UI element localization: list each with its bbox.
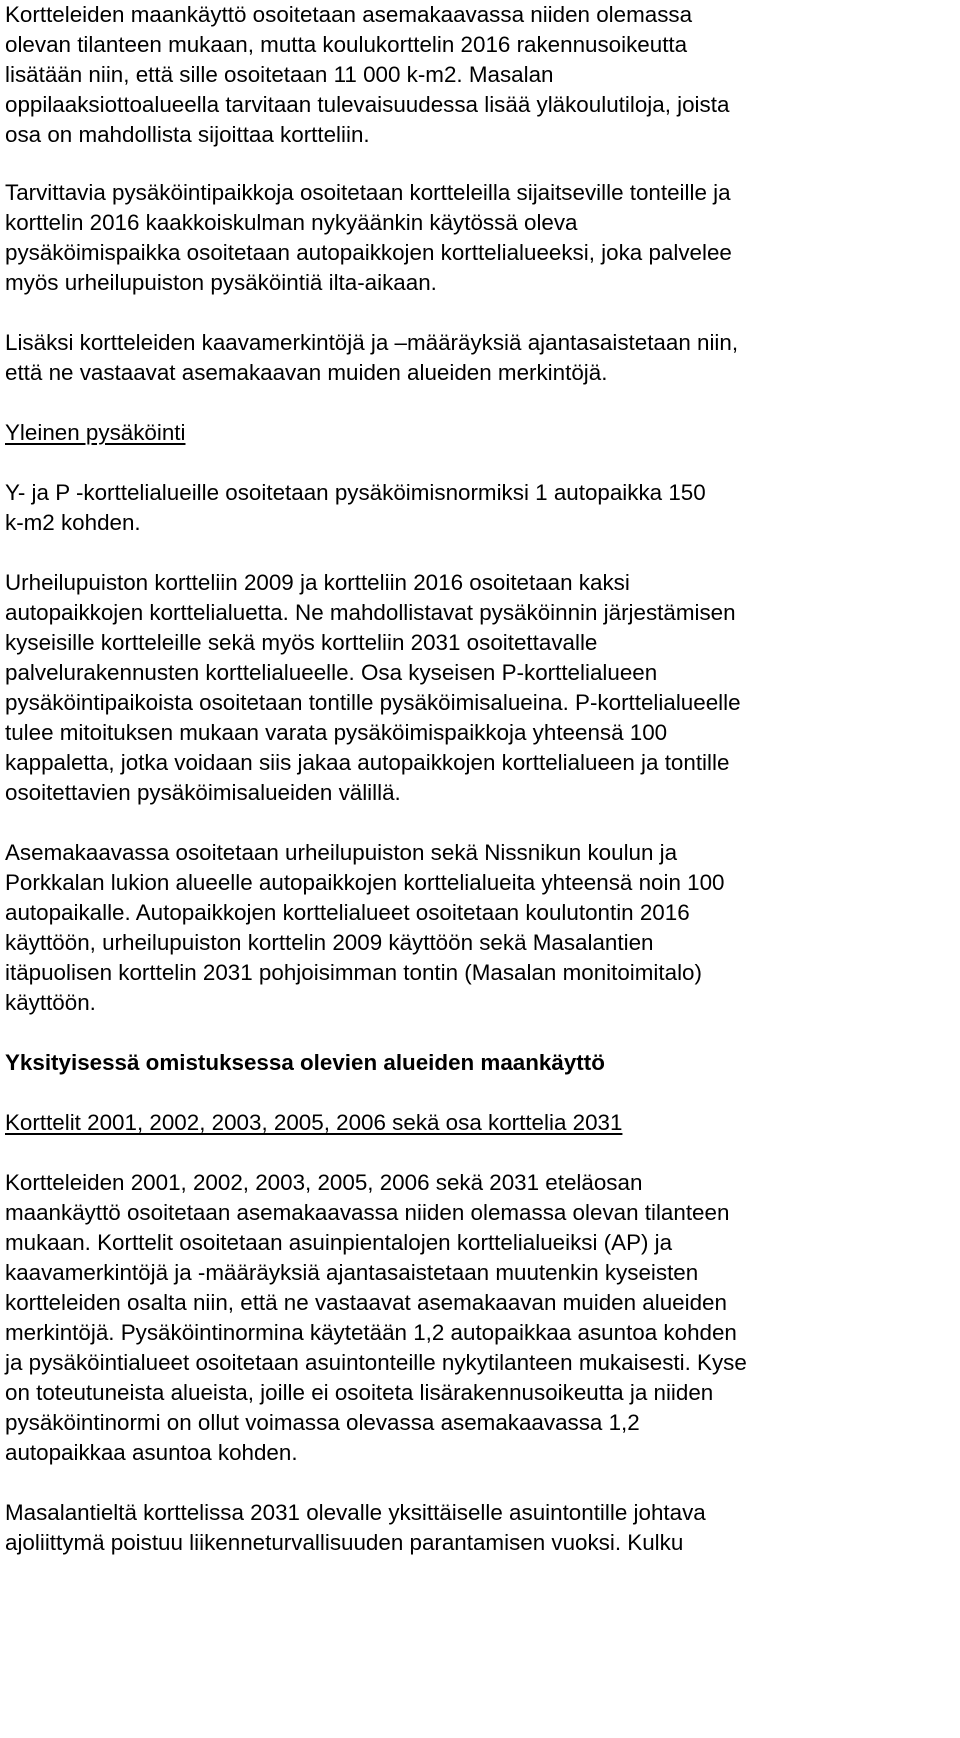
- section-heading-private-land-use: Yksityisessä omistuksessa olevien alueiden maankäyttö: [5, 1050, 605, 1075]
- text-line: käyttöön.: [5, 990, 96, 1015]
- text-line: korttelin 2016 kaakkoiskulman nykyäänkin käytössä oleva: [5, 210, 578, 235]
- text-line: autopaikkojen korttelialuetta. Ne mahdollistavat pysäköinnin järjestämisen: [5, 600, 736, 625]
- text-line: Tarvittavia pysäköintipaikkoja osoitetaan kortteleilla sijaitseville tonteille ja: [5, 180, 731, 205]
- section-heading-parking: Yleinen pysäköinti: [5, 420, 186, 445]
- text-line: pysäköimispaikka osoitetaan autopaikkojen korttelialueeksi, joka palvelee: [5, 240, 732, 265]
- text-line: merkintöjä. Pysäköintinormina käytetään 1,2 autopaikkaa asuntoa kohden: [5, 1320, 737, 1345]
- text-line: olevan tilanteen mukaan, mutta koulukorttelin 2016 rakennusoikeutta: [5, 32, 688, 57]
- text-line: lisätään niin, että sille osoitetaan 11 000 k-m2. Masalan: [5, 62, 554, 87]
- text-line: pysäköintinormi on ollut voimassa olevassa asemakaavassa 1,2: [5, 1410, 640, 1435]
- text-line: osoitettavien pysäköimisalueiden välillä.: [5, 780, 401, 805]
- text-line: Lisäksi kortteleiden kaavamerkintöjä ja –määräyksiä ajantasaistetaan niin,: [5, 330, 739, 355]
- text-line: Y- ja P -korttelialueille osoitetaan pysäköimisnormiksi 1 autopaikka 150: [5, 480, 706, 505]
- text-line: Urheilupuiston kortteliin 2009 ja kortteliin 2016 osoitetaan kaksi: [5, 570, 630, 595]
- text-line: autopaikalle. Autopaikkojen korttelialueet osoitetaan koulutontin 2016: [5, 900, 690, 925]
- text-line: Asemakaavassa osoitetaan urheilupuiston sekä Nissnikun koulun ja: [5, 840, 678, 865]
- text-line: myös urheilupuiston pysäköintiä ilta-aikaan.: [5, 270, 437, 295]
- text-line: palvelurakennusten korttelialueelle. Osa kyseisen P-korttelialueen: [5, 660, 658, 685]
- text-line: kappaletta, jotka voidaan siis jakaa autopaikkojen korttelialueen ja tontille: [5, 750, 730, 775]
- text-line: pysäköintipaikoista osoitetaan tontille pysäköimisalueina. P-korttelialueelle: [5, 690, 741, 715]
- text-line: itäpuolisen korttelin 2031 pohjoisimman tontin (Masalan monitoimitalo): [5, 960, 702, 985]
- text-line: oppilaaksiottoalueella tarvitaan tulevaisuudessa lisää yläkoulutiloja, joista: [5, 92, 730, 117]
- text-line: ajoliittymä poistuu liikenneturvallisuuden parantamisen vuoksi. Kulku: [5, 1530, 684, 1555]
- text-line: k-m2 kohden.: [5, 510, 141, 535]
- text-line: ja pysäköintialueet osoitetaan asuintonteille nykytilanteen mukaisesti. Kyse: [5, 1350, 747, 1375]
- text-line: mukaan. Korttelit osoitetaan asuinpientalojen korttelialueiksi (AP) ja: [5, 1230, 673, 1255]
- text-line: Porkkalan lukion alueelle autopaikkojen korttelialueita yhteensä noin 100: [5, 870, 725, 895]
- text-line: tulee mitoituksen mukaan varata pysäköimispaikkoja yhteensä 100: [5, 720, 668, 745]
- text-line: maankäyttö osoitetaan asemakaavassa niiden olemassa olevan tilanteen: [5, 1200, 730, 1225]
- text-line: Kortteleiden maankäyttö osoitetaan asemakaavassa niiden olemassa: [5, 2, 693, 27]
- text-line: autopaikkaa asuntoa kohden.: [5, 1440, 298, 1465]
- subheading-blocks: Korttelit 2001, 2002, 2003, 2005, 2006 sekä osa korttelia 2031: [5, 1110, 623, 1135]
- text-line: kaavamerkintöjä ja -määräyksiä ajantasaistetaan muutenkin kyseisten: [5, 1260, 699, 1285]
- text-line: Kortteleiden 2001, 2002, 2003, 2005, 2006 sekä 2031 eteläosan: [5, 1170, 643, 1195]
- text-line: kyseisille kortteleille sekä myös kortteliin 2031 osoitettavalle: [5, 630, 598, 655]
- text-line: on toteutuneista alueista, joille ei osoiteta lisärakennusoikeutta ja niiden: [5, 1380, 714, 1405]
- text-line: osa on mahdollista sijoittaa kortteliin.: [5, 122, 370, 147]
- text-line: käyttöön, urheilupuiston korttelin 2009 käyttöön sekä Masalantien: [5, 930, 654, 955]
- text-line: Masalantieltä korttelissa 2031 olevalle yksittäiselle asuintontille johtava: [5, 1500, 706, 1525]
- text-line: kortteleiden osalta niin, että ne vastaavat asemakaavan muiden alueiden: [5, 1290, 727, 1315]
- text-line: että ne vastaavat asemakaavan muiden alueiden merkintöjä.: [5, 360, 608, 385]
